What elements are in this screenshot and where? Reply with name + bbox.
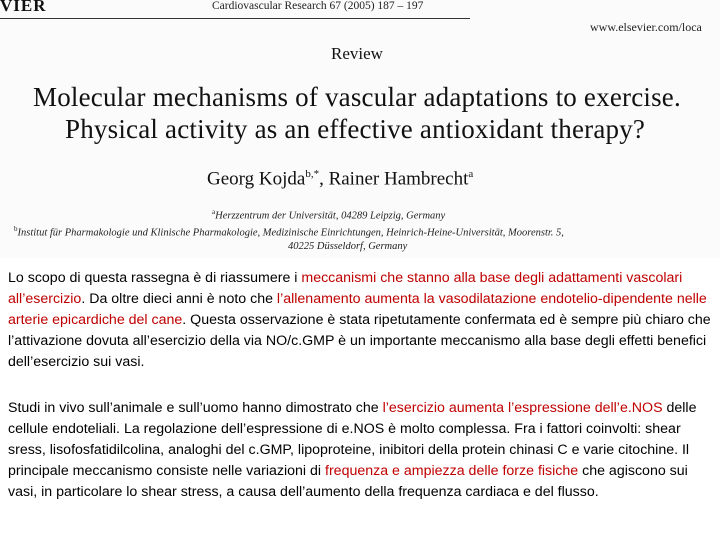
author-list xyxy=(207,168,473,190)
highlight-text: l’allenamento aumenta la vasodilatazione endotelio-dipendente nelle arterie epicardiche del cane xyxy=(8,291,707,328)
summary-paragraph-2: Studi in vivo sull’animale e sull’uomo hanno dimostrato che l’esercizio aumenta l’espressione dell’e.NOS delle cellule endoteliali. La regolazione dell’espressione di e.NOS è molto complessa. Fra i fattori coinvolti: shear sress, lisofosfatidilcolina, analoghi del c.GMP, lipoproteine, inibitori della protein chinasi C e varie citochine. Il principale meccanismo consiste nelle variazioni di frequenza e ampiezza delle forze fisiche che agiscono sui vasi, in particolare lo shear stress, a causa dell’aumento della frequenza cardiaca e del flusso. xyxy=(8,400,697,500)
highlight-text: l’esercizio aumenta l’espressione dell’e.NOS xyxy=(382,400,663,416)
highlight-text: frequenza e ampiezza delle forze fisiche xyxy=(325,463,579,479)
highlight-text: meccanismi che stanno alla base degli adattamenti vascolari all’esercizio xyxy=(8,270,683,307)
section-label: Review xyxy=(331,44,383,63)
publisher-logo-text: VIER xyxy=(0,0,47,15)
affiliation-b: $^b$Institut für Pharmakologie und Klinische Pharmakologie, Medizinische Einrichtungen, Heinrich-Heine-Universität, Moorenstr. 5, xyxy=(14,225,564,239)
author-2: , Rainer Hambrecht xyxy=(319,168,469,190)
author-1-marks: b,* xyxy=(305,168,320,180)
paper-header-image xyxy=(0,0,720,258)
journal-citation: Cardiovascular Research 67 (2005) 187 – 197 xyxy=(212,0,424,12)
paper-title-line-1: Molecular mechanisms of vascular adaptations to exercise. xyxy=(33,82,681,112)
affiliation-a: $^a$Herzzentrum der Universität, 04289 Leipzig, Germany xyxy=(212,208,446,222)
paper-title-line-2: Physical activity as an effective antioxidant therapy? xyxy=(65,114,646,144)
author-2-marks: a xyxy=(468,168,474,180)
summary-paragraph-1: Lo scopo di questa rassegna è di riassumere i meccanismi che stanno alla base degli adattamenti vascolari all’esercizio. Da oltre dieci anni è noto che l’allenamento aumenta la vasodilatazione endotelio-dipendente nelle arterie epicardiche del cane. Questa osservazione è stata ripetutamente confermata ed è sempre più chiaro che l’attivazione dovuta all’esercizio della via NO/c.GMP è un importante meccanismo alla base degli effetti benefici dell’esercizio sui vasi. xyxy=(8,270,711,370)
header-rule xyxy=(0,18,470,19)
affiliation-b-line-2: 40225 Düsseldorf, Germany xyxy=(288,241,408,252)
author-1: Georg Kojda xyxy=(207,168,306,190)
journal-url: www.elsevier.com/loca xyxy=(590,20,702,34)
